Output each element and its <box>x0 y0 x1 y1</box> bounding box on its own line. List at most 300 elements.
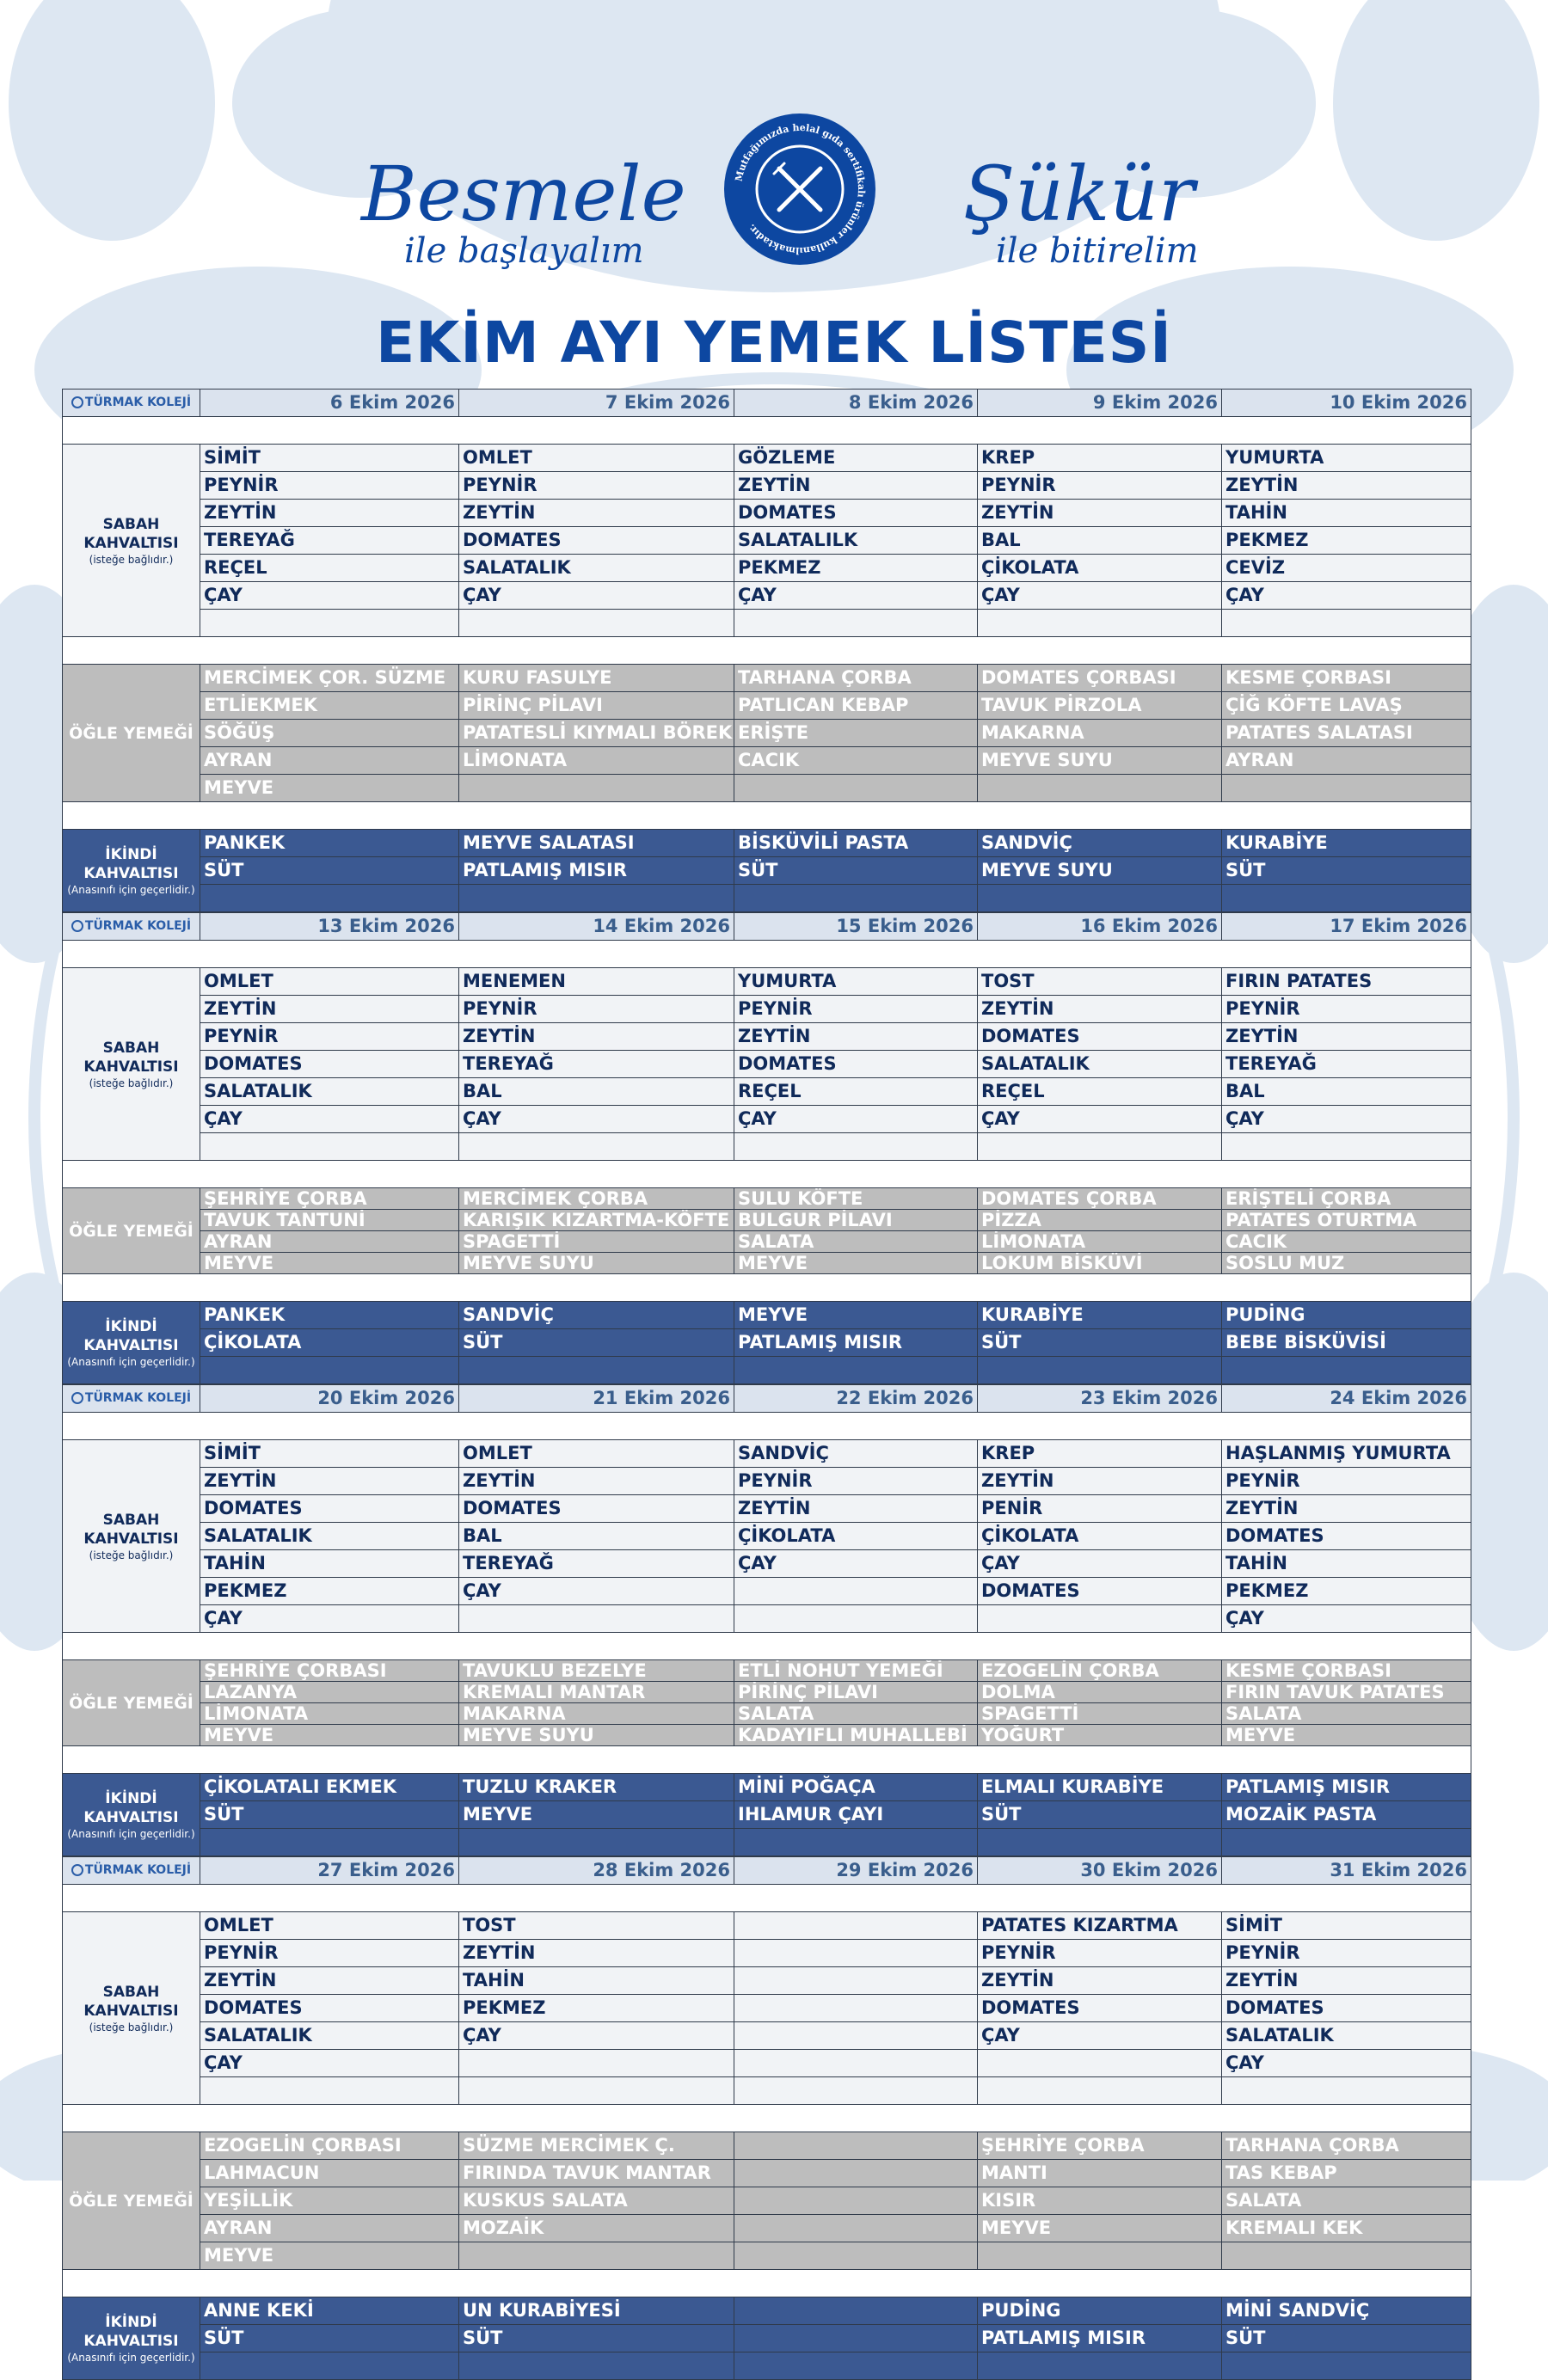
breakfast-item: ZEYTİN <box>200 996 459 1023</box>
lunch-item: MANTI <box>978 2160 1222 2187</box>
lunch-item: SÖĞÜŞ <box>200 720 459 747</box>
lunch-row <box>63 692 1471 720</box>
breakfast-item: REÇEL <box>200 555 459 582</box>
school-logo-icon <box>71 1864 83 1876</box>
lunch-row <box>63 1703 1471 1725</box>
breakfast-item: PEYNİR <box>1222 996 1471 1023</box>
lunch-item: FIRIN TAVUK PATATES <box>1222 1682 1471 1703</box>
breakfast-item: ÇAY <box>978 1106 1222 1133</box>
snack-row <box>63 2352 1471 2380</box>
breakfast-row <box>63 582 1471 610</box>
breakfast-item: PEYNİR <box>734 1468 978 1495</box>
lunch-item: YOĞURT <box>978 1725 1222 1746</box>
week-table-3 <box>62 1384 1471 1856</box>
lunch-item: ERİŞTE <box>734 720 978 747</box>
snack-item <box>734 2297 978 2325</box>
date-cell: 30 Ekim 2026 <box>978 1857 1222 1885</box>
lunch-item: KARIŞIK KIZARTMA-KÖFTE <box>459 1210 734 1231</box>
lunch-row <box>63 1725 1471 1746</box>
lunch-item: YEŞİLLİK <box>200 2187 459 2215</box>
date-cell: 9 Ekim 2026 <box>978 390 1222 417</box>
lunch-item: ŞEHRİYE ÇORBASI <box>200 1660 459 1682</box>
breakfast-item <box>734 1967 978 1995</box>
lunch-item: MEYVE <box>1222 1725 1471 1746</box>
lunch-item: DOLMA <box>978 1682 1222 1703</box>
lunch-row <box>63 1253 1471 1274</box>
date-cell: 7 Ekim 2026 <box>459 390 734 417</box>
week-table-2 <box>62 912 1471 1384</box>
breakfast-item: ÇAY <box>978 2022 1222 2050</box>
breakfast-item <box>200 610 459 637</box>
breakfast-row <box>63 968 1471 996</box>
date-cell: 20 Ekim 2026 <box>200 1385 459 1413</box>
lunch-item: PATATESLİ KIYMALI BÖREK <box>459 720 734 747</box>
breakfast-item: BAL <box>459 1078 734 1106</box>
lunch-item: ETLİEKMEK <box>200 692 459 720</box>
breakfast-row <box>63 1468 1471 1495</box>
lunch-item: ŞEHRİYE ÇORBA <box>978 2132 1222 2160</box>
breakfast-item: BAL <box>1222 1078 1471 1106</box>
snack-row <box>63 1774 1471 1801</box>
snack-item: SÜT <box>459 1329 734 1357</box>
lunch-item: TAVUK TANTUNİ <box>200 1210 459 1231</box>
date-cell: 15 Ekim 2026 <box>734 913 978 941</box>
breakfast-item <box>734 1912 978 1940</box>
breakfast-item: PEYNİR <box>459 472 734 500</box>
breakfast-item: REÇEL <box>734 1078 978 1106</box>
lunch-item: SOSLU MUZ <box>1222 1253 1471 1274</box>
breakfast-item: ZEYTİN <box>978 1468 1222 1495</box>
breakfast-row <box>63 1106 1471 1133</box>
breakfast-item: ÇİKOLATA <box>978 555 1222 582</box>
breakfast-row <box>63 1605 1471 1633</box>
lunch-item: MERCİMEK ÇOR. SÜZME <box>200 665 459 692</box>
school-logo-icon <box>71 1392 83 1404</box>
snack-item <box>459 1357 734 1384</box>
breakfast-item <box>200 2077 459 2105</box>
lunch-row <box>63 1231 1471 1253</box>
snack-note: (Anasınıfı için geçerlidir.) <box>67 1355 195 1368</box>
menu-table <box>62 389 1471 2380</box>
breakfast-item: ÇAY <box>1222 1605 1471 1633</box>
breakfast-item: ÇAY <box>200 582 459 610</box>
breakfast-note: (isteğe bağlıdır.) <box>89 2021 174 2033</box>
breakfast-item: DOMATES <box>734 1051 978 1078</box>
lunch-item: BULGUR PİLAVI <box>734 1210 978 1231</box>
breakfast-item: DOMATES <box>734 500 978 527</box>
snack-item: PUDİNG <box>1222 1302 1471 1329</box>
lunch-item: LİMONATA <box>200 1703 459 1725</box>
lunch-item: LAZANYA <box>200 1682 459 1703</box>
breakfast-note: (isteğe bağlıdır.) <box>89 1549 174 1561</box>
lunch-item: KURU FASULYE <box>459 665 734 692</box>
lunch-item: SULU KÖFTE <box>734 1188 978 1210</box>
snack-item: SÜT <box>200 2325 459 2352</box>
breakfast-item: PENİR <box>978 1495 1222 1523</box>
breakfast-row <box>63 1995 1471 2022</box>
breakfast-item: ÇAY <box>734 582 978 610</box>
snack-label: İKİNDİ KAHVALTISI (Anasınıfı için geçerlidir.) <box>63 1302 200 1384</box>
breakfast-item: ZEYTİN <box>978 500 1222 527</box>
date-cell: 31 Ekim 2026 <box>1222 1857 1471 1885</box>
breakfast-item: DOMATES <box>200 1495 459 1523</box>
snack-item <box>734 1357 978 1384</box>
snack-item: BİSKÜVİLİ PASTA <box>734 830 978 857</box>
lunch-item: ŞEHRİYE ÇORBA <box>200 1188 459 1210</box>
breakfast-row <box>63 2022 1471 2050</box>
snack-item <box>978 885 1222 912</box>
lunch-item <box>734 2215 978 2242</box>
lunch-item: FIRINDA TAVUK MANTAR <box>459 2160 734 2187</box>
breakfast-item: ZEYTİN <box>1222 1495 1471 1523</box>
date-cell: 10 Ekim 2026 <box>1222 390 1471 417</box>
breakfast-item: ÇAY <box>1222 1106 1471 1133</box>
breakfast-item: ÇAY <box>459 1106 734 1133</box>
breakfast-item: ZEYTİN <box>978 1967 1222 1995</box>
lunch-item: TAS KEBAP <box>1222 2160 1471 2187</box>
snack-item <box>978 1357 1222 1384</box>
breakfast-item <box>734 2050 978 2077</box>
breakfast-item: ZEYTİN <box>459 1468 734 1495</box>
snack-row <box>63 1302 1471 1329</box>
snack-row <box>63 2325 1471 2352</box>
lunch-item: SPAGETTİ <box>459 1231 734 1253</box>
breakfast-item: ÇAY <box>734 1550 978 1578</box>
snack-row <box>63 830 1471 857</box>
lunch-item: MEYVE <box>200 2242 459 2270</box>
lunch-item: PİZZA <box>978 1210 1222 1231</box>
breakfast-item: SALATALIK <box>200 1078 459 1106</box>
lunch-item: MEYVE <box>978 2215 1222 2242</box>
snack-item: KURABİYE <box>978 1302 1222 1329</box>
breakfast-row <box>63 1495 1471 1523</box>
breakfast-item <box>978 610 1222 637</box>
lunch-item: TAVUK PİRZOLA <box>978 692 1222 720</box>
lunch-row <box>63 775 1471 802</box>
lunch-item: CACIK <box>1222 1231 1471 1253</box>
breakfast-row <box>63 445 1471 472</box>
breakfast-item: DOMATES <box>1222 1995 1471 2022</box>
snack-item: SÜT <box>200 857 459 885</box>
snack-item: PATLAMIŞ MISIR <box>1222 1774 1471 1801</box>
lunch-item <box>1222 775 1471 802</box>
snack-row <box>63 1329 1471 1357</box>
lunch-item: EZOGELİN ÇORBASI <box>200 2132 459 2160</box>
breakfast-item <box>734 1605 978 1633</box>
breakfast-row <box>63 610 1471 637</box>
breakfast-item <box>459 1133 734 1161</box>
lunch-row <box>63 747 1471 775</box>
breakfast-item: DOMATES <box>459 1495 734 1523</box>
lunch-row <box>63 665 1471 692</box>
lunch-row <box>63 1210 1471 1231</box>
snack-item: SANDVİÇ <box>459 1302 734 1329</box>
breakfast-item: SALATALIK <box>200 2022 459 2050</box>
breakfast-item: ÇAY <box>200 1605 459 1633</box>
lunch-item: TAVUKLU BEZELYE <box>459 1660 734 1682</box>
lunch-item: PİRİNÇ PİLAVI <box>459 692 734 720</box>
breakfast-item: PEYNİR <box>200 1940 459 1967</box>
lunch-item: MAKARNA <box>978 720 1222 747</box>
breakfast-row <box>63 1912 1471 1940</box>
breakfast-item <box>734 2077 978 2105</box>
lunch-item: PİRİNÇ PİLAVI <box>734 1682 978 1703</box>
snack-item <box>734 1829 978 1856</box>
breakfast-item: MENEMEN <box>459 968 734 996</box>
snack-item <box>200 2352 459 2380</box>
brand-label: TÜRMAK KOLEJİ <box>63 1857 200 1885</box>
snack-note: (Anasınıfı için geçerlidir.) <box>67 2351 195 2364</box>
breakfast-item: HAŞLANMIŞ YUMURTA <box>1222 1440 1471 1468</box>
breakfast-item: TEREYAĞ <box>200 527 459 555</box>
snack-note: (Anasınıfı için geçerlidir.) <box>67 1827 195 1840</box>
breakfast-item <box>734 2022 978 2050</box>
breakfast-item: ZEYTİN <box>459 500 734 527</box>
lunch-label: ÖĞLE YEMEĞİ <box>63 665 200 802</box>
lunch-item: ÇİĞ KÖFTE LAVAŞ <box>1222 692 1471 720</box>
breakfast-item: SİMİT <box>1222 1912 1471 1940</box>
breakfast-item: PEYNİR <box>200 1023 459 1051</box>
breakfast-item <box>459 1605 734 1633</box>
lunch-item <box>734 2160 978 2187</box>
breakfast-item: GÖZLEME <box>734 445 978 472</box>
breakfast-item: TOST <box>978 968 1222 996</box>
lunch-item: PATLICAN KEBAP <box>734 692 978 720</box>
breakfast-item: DOMATES <box>200 1995 459 2022</box>
breakfast-item <box>459 2050 734 2077</box>
date-cell: 28 Ekim 2026 <box>459 1857 734 1885</box>
breakfast-item <box>200 1133 459 1161</box>
lunch-item: MEYVE <box>200 775 459 802</box>
breakfast-item: ZEYTİN <box>200 1468 459 1495</box>
breakfast-row <box>63 527 1471 555</box>
snack-item: PUDİNG <box>978 2297 1222 2325</box>
breakfast-item <box>978 2050 1222 2077</box>
breakfast-row <box>63 1523 1471 1550</box>
lunch-item <box>459 775 734 802</box>
breakfast-row <box>63 2050 1471 2077</box>
lunch-item: SALATA <box>734 1703 978 1725</box>
breakfast-row <box>63 1940 1471 1967</box>
snack-item: PATLAMIŞ MISIR <box>459 857 734 885</box>
snack-item <box>200 885 459 912</box>
school-logo-icon <box>71 396 83 408</box>
breakfast-item: PEYNİR <box>978 472 1222 500</box>
logo-text: Mutfağımızda helal gıda sertifikalı ürünler kullanılmaktadır. <box>733 121 868 257</box>
snack-item <box>978 2352 1222 2380</box>
lunch-item: ETLİ NOHUT YEMEĞİ <box>734 1660 978 1682</box>
breakfast-item: BAL <box>978 527 1222 555</box>
brand-label: TÜRMAK KOLEJİ <box>63 390 200 417</box>
breakfast-item: TOST <box>459 1912 734 1940</box>
snack-item: MİNİ POĞAÇA <box>734 1774 978 1801</box>
date-cell: 29 Ekim 2026 <box>734 1857 978 1885</box>
lunch-item: SALATA <box>734 1231 978 1253</box>
breakfast-row <box>63 1578 1471 1605</box>
snack-row <box>63 1801 1471 1829</box>
snack-item: TUZLU KRAKER <box>459 1774 734 1801</box>
snack-item <box>1222 885 1471 912</box>
breakfast-item: SALATALIK <box>978 1051 1222 1078</box>
lunch-item: LOKUM BİSKÜVİ <box>978 1253 1222 1274</box>
snack-item: ÇİKOLATA <box>200 1329 459 1357</box>
snack-item: ANNE KEKİ <box>200 2297 459 2325</box>
breakfast-label: SABAH KAHVALTISI (isteğe bağlıdır.) <box>63 1912 200 2105</box>
date-cell: 23 Ekim 2026 <box>978 1385 1222 1413</box>
header-left <box>361 150 686 271</box>
snack-item: SÜT <box>459 2325 734 2352</box>
date-cell: 17 Ekim 2026 <box>1222 913 1471 941</box>
breakfast-item: ZEYTİN <box>734 472 978 500</box>
breakfast-item: SALATALIK <box>459 555 734 582</box>
lunch-item: SPAGETTİ <box>978 1703 1222 1725</box>
snack-item: SÜT <box>1222 857 1471 885</box>
breakfast-item: KREP <box>978 445 1222 472</box>
lunch-item: MAKARNA <box>459 1703 734 1725</box>
snack-item: MEYVE <box>459 1801 734 1829</box>
lunch-item: MEYVE <box>200 1253 459 1274</box>
breakfast-item: OMLET <box>200 968 459 996</box>
breakfast-row <box>63 555 1471 582</box>
brand-label: TÜRMAK KOLEJİ <box>63 913 200 941</box>
breakfast-item: SALATALILK <box>734 527 978 555</box>
breakfast-label: SABAH KAHVALTISI (isteğe bağlıdır.) <box>63 968 200 1161</box>
breakfast-item: DOMATES <box>200 1051 459 1078</box>
date-cell: 14 Ekim 2026 <box>459 913 734 941</box>
lunch-item: SALATA <box>1222 1703 1471 1725</box>
date-row <box>63 390 1471 417</box>
lunch-row <box>63 1188 1471 1210</box>
breakfast-item <box>734 1995 978 2022</box>
lunch-label: ÖĞLE YEMEĞİ <box>63 1188 200 1274</box>
snack-item: SÜT <box>734 857 978 885</box>
breakfast-item: PEKMEZ <box>734 555 978 582</box>
breakfast-item: ÇİKOLATA <box>978 1523 1222 1550</box>
snack-item: MİNİ SANDVİÇ <box>1222 2297 1471 2325</box>
date-cell: 13 Ekim 2026 <box>200 913 459 941</box>
breakfast-item <box>978 2077 1222 2105</box>
lunch-item <box>978 2242 1222 2270</box>
date-row <box>63 1857 1471 1885</box>
lunch-item: PATATES SALATASI <box>1222 720 1471 747</box>
breakfast-row <box>63 1550 1471 1578</box>
breakfast-item: TAHİN <box>1222 500 1471 527</box>
breakfast-item: SANDVİÇ <box>734 1440 978 1468</box>
lunch-item: CACIK <box>734 747 978 775</box>
breakfast-item <box>1222 1133 1471 1161</box>
snack-label: İKİNDİ KAHVALTISI (Anasınıfı için geçerlidir.) <box>63 1774 200 1856</box>
snack-row <box>63 885 1471 912</box>
snack-item: MOZAİK PASTA <box>1222 1801 1471 1829</box>
header-right <box>963 150 1199 271</box>
breakfast-item: ÇAY <box>200 2050 459 2077</box>
lunch-item: ERİŞTELİ ÇORBA <box>1222 1188 1471 1210</box>
lunch-item: AYRAN <box>1222 747 1471 775</box>
snack-item <box>459 885 734 912</box>
breakfast-item: DOMATES <box>978 1578 1222 1605</box>
breakfast-row <box>63 1023 1471 1051</box>
snack-note: (Anasınıfı için geçerlidir.) <box>67 883 195 896</box>
breakfast-item: TEREYAĞ <box>459 1051 734 1078</box>
lunch-item: EZOGELİN ÇORBA <box>978 1660 1222 1682</box>
breakfast-item: ZEYTİN <box>459 1940 734 1967</box>
breakfast-item: TEREYAĞ <box>459 1550 734 1578</box>
breakfast-row <box>63 1440 1471 1468</box>
lunch-item: KREMALI KEK <box>1222 2215 1471 2242</box>
breakfast-item <box>734 610 978 637</box>
breakfast-item: ZEYTİN <box>200 500 459 527</box>
lunch-item: PATATES OTURTMA <box>1222 1210 1471 1231</box>
breakfast-item <box>734 1133 978 1161</box>
breakfast-item: ÇAY <box>459 1578 734 1605</box>
snack-item: MEYVE SALATASI <box>459 830 734 857</box>
header-right-big: Şükür <box>963 150 1195 238</box>
breakfast-item: PEKMEZ <box>459 1995 734 2022</box>
breakfast-item: OMLET <box>459 445 734 472</box>
breakfast-item <box>734 1940 978 1967</box>
breakfast-item: ÇAY <box>459 2022 734 2050</box>
header-right-small: ile bitirelim <box>996 231 1199 271</box>
snack-item <box>978 1829 1222 1856</box>
snack-item: PANKEK <box>200 830 459 857</box>
breakfast-item: ÇAY <box>459 582 734 610</box>
snack-row <box>63 1357 1471 1384</box>
snack-item <box>1222 1357 1471 1384</box>
lunch-row <box>63 720 1471 747</box>
breakfast-item: PEYNİR <box>459 996 734 1023</box>
breakfast-item: PATATES KIZARTMA <box>978 1912 1222 1940</box>
lunch-item: AYRAN <box>200 1231 459 1253</box>
lunch-item <box>734 2187 978 2215</box>
lunch-item: DOMATES ÇORBASI <box>978 665 1222 692</box>
breakfast-note: (isteğe bağlıdır.) <box>89 553 174 566</box>
breakfast-item: ÇAY <box>978 582 1222 610</box>
breakfast-item: PEKMEZ <box>1222 527 1471 555</box>
breakfast-item: ÇAY <box>734 1106 978 1133</box>
snack-item: PANKEK <box>200 1302 459 1329</box>
breakfast-item: YUMURTA <box>734 968 978 996</box>
lunch-row <box>63 2242 1471 2270</box>
lunch-item: MEYVE <box>734 1253 978 1274</box>
breakfast-item: DOMATES <box>978 1023 1222 1051</box>
lunch-row <box>63 2160 1471 2187</box>
snack-item <box>200 1357 459 1384</box>
lunch-item <box>734 775 978 802</box>
snack-label: İKİNDİ KAHVALTISI (Anasınıfı için geçerlidir.) <box>63 830 200 912</box>
lunch-item: LİMONATA <box>978 1231 1222 1253</box>
lunch-item: AYRAN <box>200 2215 459 2242</box>
date-cell: 21 Ekim 2026 <box>459 1385 734 1413</box>
lunch-row <box>63 2187 1471 2215</box>
snack-item: SÜT <box>978 1329 1222 1357</box>
lunch-item: SÜZME MERCİMEK Ç. <box>459 2132 734 2160</box>
breakfast-item: SALATALIK <box>200 1523 459 1550</box>
snack-item: ELMALI KURABİYE <box>978 1774 1222 1801</box>
breakfast-item: PEYNİR <box>734 996 978 1023</box>
week-table-1 <box>62 389 1471 912</box>
school-logo-icon <box>71 920 83 932</box>
lunch-item: MEYVE SUYU <box>978 747 1222 775</box>
breakfast-item: TAHİN <box>200 1550 459 1578</box>
breakfast-item: DOMATES <box>1222 1523 1471 1550</box>
breakfast-item: OMLET <box>200 1912 459 1940</box>
breakfast-item <box>978 1133 1222 1161</box>
brand-label: TÜRMAK KOLEJİ <box>63 1385 200 1413</box>
lunch-item <box>1222 2242 1471 2270</box>
breakfast-item: TAHİN <box>1222 1550 1471 1578</box>
lunch-row <box>63 2215 1471 2242</box>
snack-item: SÜT <box>200 1801 459 1829</box>
